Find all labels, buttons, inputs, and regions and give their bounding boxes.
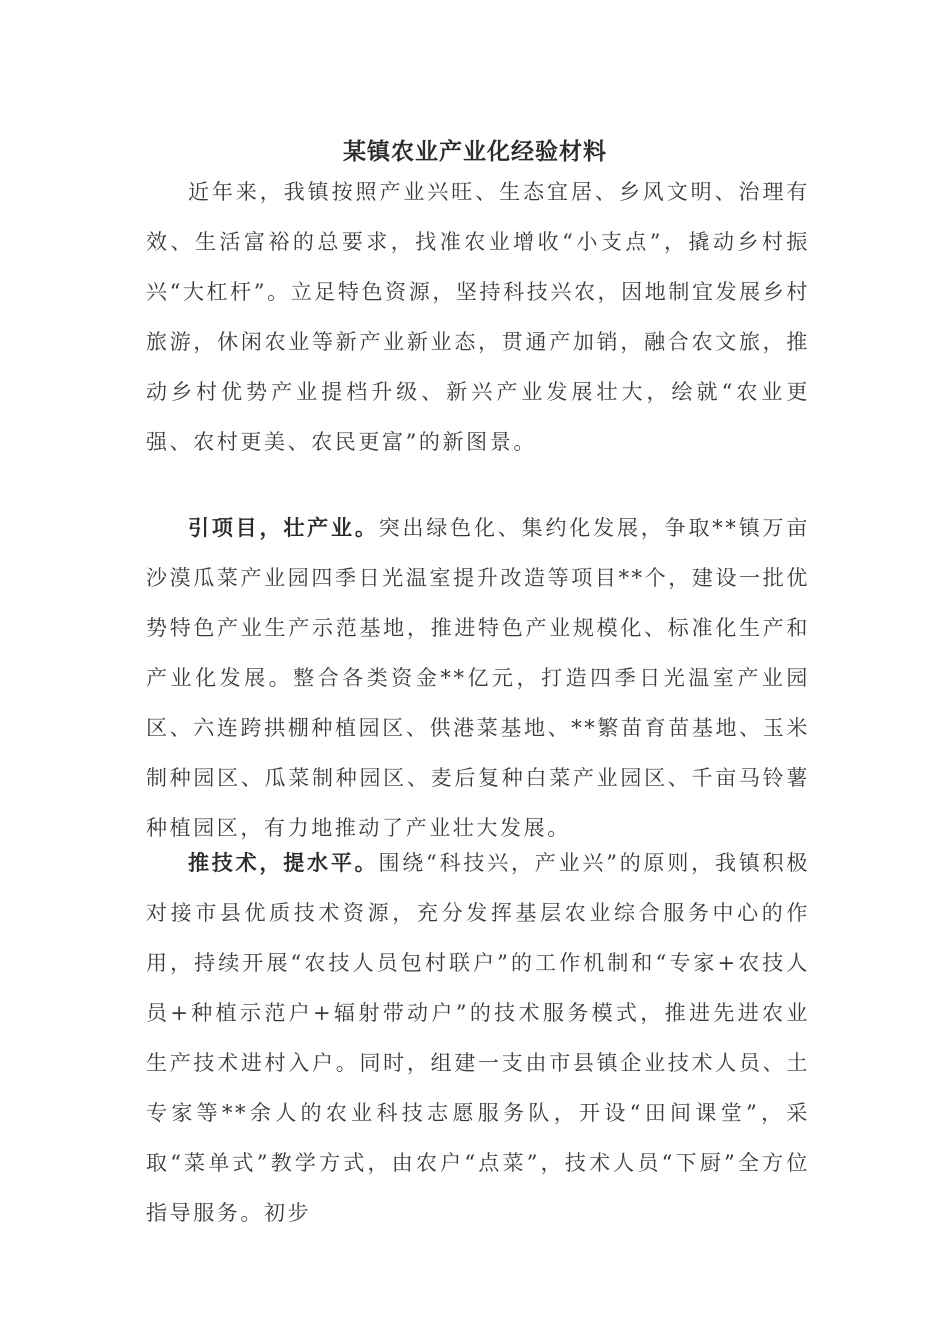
paragraph-technology-heading: 推技术，提水平。 (188, 850, 379, 875)
paragraph-intro-text: 近年来，我镇按照产业兴旺、生态宜居、乡风文明、治理有效、生活富裕的总要求，找准农业增收“小支点”，撬动乡村振兴“大杠杆”。立足特色资源，坚持科技兴农，因地制宜发展乡村旅游，休闲农业等新产业新业态，贯通产加销，融合农文旅，推动乡村优势产业提档升级、新兴产业发展壮大，绘就“农业更强、农村更美、农民更富”的新图景。 (146, 180, 810, 454)
paragraph-intro (146, 167, 810, 467)
paragraph-projects (146, 503, 810, 853)
paragraph-technology (146, 838, 810, 1238)
paragraph-technology-text: 围绕“科技兴，产业兴”的原则，我镇积极对接市县优质技术资源，充分发挥基层农业综合服务中心的作用，持续开展“农技人员包村联户”的工作机制和“专家+农技人员+种植示范户+辐射带动户”的技术服务模式，推进先进农业生产技术进村入户。同时，组建一支由市县镇企业技术人员、土专家等**余人的农业科技志愿服务队，开设“田间课堂”，采取“菜单式”教学方式，由农户“点菜”，技术人员“下厨”全方位指导服务。初步 (146, 851, 810, 1225)
document-title: 某镇农业产业化经验材料 (343, 138, 607, 165)
paragraph-projects-heading: 引项目，壮产业。 (188, 515, 379, 540)
paragraph-projects-text: 突出绿色化、集约化发展，争取**镇万亩沙漠瓜菜产业园四季日光温室提升改造等项目**个，建设一批优势特色产业生产示范基地，推进特色产业规模化、标准化生产和产业化发展。整合各类资金**亿元，打造四季日光温室产业园区、六连跨拱棚种植园区、供港菜基地、**繁苗育苗基地、玉米制种园区、瓜菜制种园区、麦后复种白菜产业园区、千亩马铃薯种植园区，有力地推动了产业壮大发展。 (146, 516, 810, 840)
